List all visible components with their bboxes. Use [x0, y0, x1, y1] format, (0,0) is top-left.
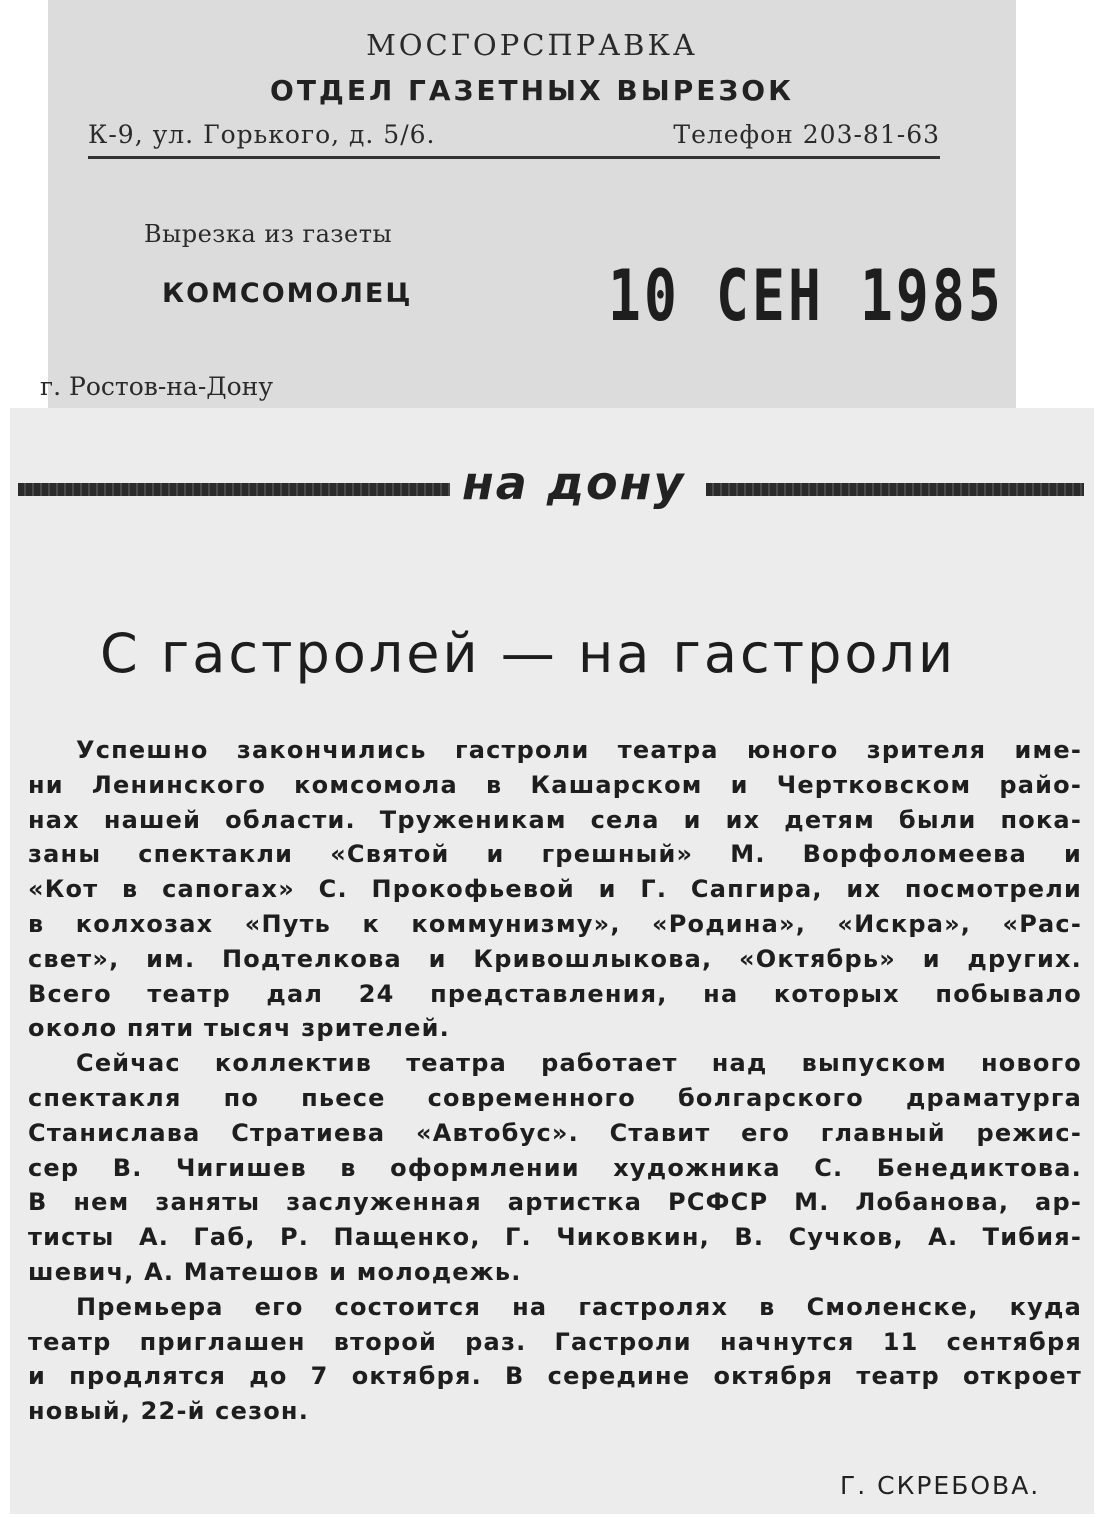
- article-line: около пяти тысяч зрителей.: [28, 1014, 450, 1043]
- article-body: [28, 733, 1082, 1429]
- article-line: Премьера его состоится на гастролях в Смоленске, куда: [76, 1292, 1082, 1321]
- article-line: театр приглашен второй раз. Гастроли начнутся 11 сентября: [28, 1327, 1082, 1356]
- article-line: Станислава Стратиева «Автобус». Ставит его главный режис-: [28, 1118, 1082, 1147]
- department-name: ОТДЕЛ ГАЗЕТНЫХ ВЫРЕЗОК: [270, 74, 794, 107]
- article-line: ни Ленинского комсомола в Кашарском и Чертковском райо-: [28, 770, 1082, 799]
- article-line: и продлятся до 7 октября. В середине октября театр откроет: [28, 1362, 1082, 1391]
- article-line: В нем заняты заслуженная артистка РСФСР М. Лобанова, ар-: [28, 1188, 1082, 1217]
- article-line: нах нашей области. Труженикам села и их детям были пока-: [28, 805, 1082, 834]
- agency-phone: Телефон 203-81-63: [673, 120, 940, 149]
- rubric-rule-right: [706, 483, 1084, 496]
- article-line: «Кот в сапогах» С. Прокофьевой и Г. Сапгира, их посмотрели: [28, 875, 1082, 904]
- newspaper-city: г. Ростов-на-Дону: [40, 372, 274, 401]
- agency-address: К-9, ул. Горького, д. 5/6.: [88, 120, 436, 149]
- article-line: Всего театр дал 24 представления, на которых побывало: [28, 979, 1082, 1008]
- date-stamp: 10 СЕН 1985: [608, 255, 1004, 337]
- article-line: новый, 22-й сезон.: [28, 1397, 310, 1426]
- article-byline: Г. СКРЕБОВА.: [840, 1471, 1041, 1500]
- article-line: Успешно закончились гастроли театра юного зрителя име-: [76, 736, 1082, 764]
- article-line: Сейчас коллектив театра работает над выпуском нового: [76, 1049, 1082, 1078]
- article-line: заны спектакли «Святой и грешный» М. Ворфоломеева и: [28, 840, 1082, 869]
- newspaper-name: КОМСОМОЛЕЦ: [162, 278, 413, 309]
- article-headline: С гастролей — на гастроли: [100, 622, 957, 685]
- article-line: сер В. Чигишев в оформлении художника С. Бенедиктова.: [28, 1153, 1082, 1182]
- newspaper-clipping: [10, 408, 1094, 1514]
- article-line: шевич, А. Матешов и молодежь.: [28, 1257, 522, 1286]
- article-line: свет», им. Подтелкова и Кривошлыкова, «Октябрь» и других.: [28, 944, 1082, 973]
- article-line: в колхозах «Путь к коммунизму», «Родина», «Искра», «Рас-: [28, 909, 1082, 938]
- clip-from-label: Вырезка из газеты: [144, 220, 393, 248]
- rubric-title: на дону: [462, 456, 686, 510]
- address-row: [88, 120, 940, 159]
- article-line: спектакля по пьесе современного болгарского драматурга: [28, 1083, 1082, 1112]
- article-line: тисты А. Габ, Р. Пащенко, Г. Чиковкин, В. Сучков, А. Тибия-: [28, 1223, 1082, 1252]
- rubric-rule-left: [18, 483, 450, 496]
- agency-name: МОСГОРСПРАВКА: [366, 28, 698, 62]
- clipping-service-header: [48, 0, 1016, 415]
